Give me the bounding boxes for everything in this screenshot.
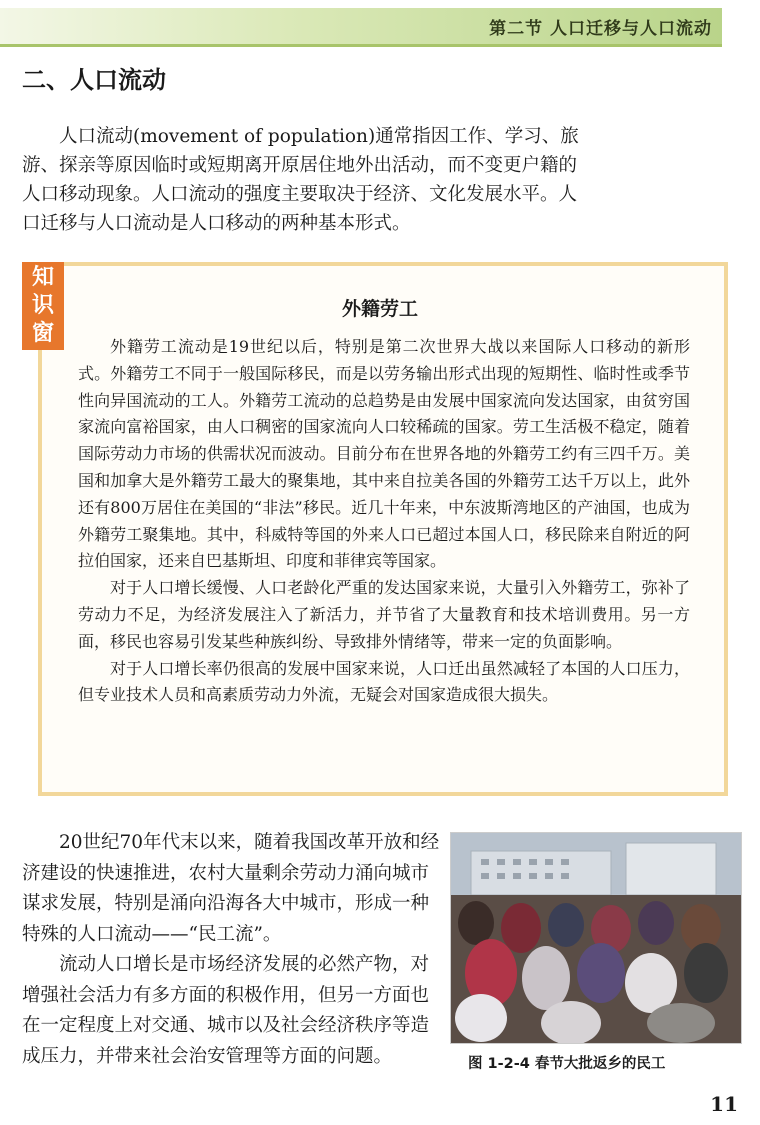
knowledge-window-tab-label: 知识窗 — [31, 265, 54, 346]
body-paragraph: 流动人口增长是市场经济发展的必然产物，对增强社会活力有多方面的积极作用，但另一方面也在一定程度上对交通、城市以及社会经济秩序等造成压力，并带来社会治安管理等方面的问题。 — [22, 954, 430, 1067]
page-number: 11 — [710, 1092, 738, 1116]
chapter-header-title: 第二节 人口迁移与人口流动 — [489, 19, 712, 39]
knowledge-paragraph: 外籍劳工流动是19世纪以后，特别是第二次世界大战以来国际人口移动的新形式。外籍劳工不同于一般国际移民，而是以劳务输出形式出现的短期性、临时性或季节性向异国流动的工人。外籍劳工流动的总趋势是由发展中国家流向发达国家，由贫穷国家流向富裕国家，由人口稠密的国家流向人口较稀疏的国家。劳工生活极不稳定，随着国际劳动力市场的供需状况而波动。目前分布在世界各地的外籍劳工约有三四千万。美国和加拿大是外籍劳工最大的聚集地，其中来自拉美各国的外籍劳工达千万以上，此外还有800万居住在美国的“非法”移民。近几十年来，中东波斯湾地区的产油国，也成为外籍劳工聚集地。其中，科威特等国的外来人口已超过本国人口，移民除来自附近的阿拉伯国家，还来自巴基斯坦、印度和菲律宾等国家。 — [78, 337, 690, 571]
migrant-workers-photo — [450, 832, 742, 1044]
figure-caption: 图 1-2-4 春节大批返乡的民工 — [468, 1056, 666, 1072]
crowd-illustration — [451, 833, 741, 1043]
intro-paragraph: 人口流动(movement of population)通常指因工作、学习、旅游、探亲等原因临时或短期离开原居住地外出活动，而不变更户籍的人口移动现象。人口流动的强度主要取决于经济、文化发展水平。人口迁移与人口流动是人口移动的两种基本形式。 — [22, 126, 579, 234]
knowledge-window-body — [78, 334, 690, 709]
knowledge-window-title: 外籍劳工 — [341, 298, 418, 320]
knowledge-paragraph: 对于人口增长率仍很高的发展中国家来说，人口迁出虽然减轻了本国的人口压力，但专业技术人员和高素质劳动力外流，无疑会对国家造成很大损失。 — [78, 658, 690, 705]
body-text — [22, 828, 442, 1072]
body-paragraph: 20世纪70年代末以来，随着我国改革开放和经济建设的快速推进，农村大量剩余劳动力涌向城市谋求发展，特别是涌向沿海各大中城市，形成一种特殊的人口流动——“民工流”。 — [22, 832, 440, 945]
knowledge-paragraph: 对于人口增长缓慢、人口老龄化严重的发达国家来说，大量引入外籍劳工，弥补了劳动力不足，为经济发展注入了新活力，并节省了大量教育和技术培训费用。另一方面，移民也容易引发某些种族纠纷、导致排外情绪等，带来一定的负面影响。 — [78, 578, 690, 651]
section-title: 二、人口流动 — [22, 66, 166, 94]
